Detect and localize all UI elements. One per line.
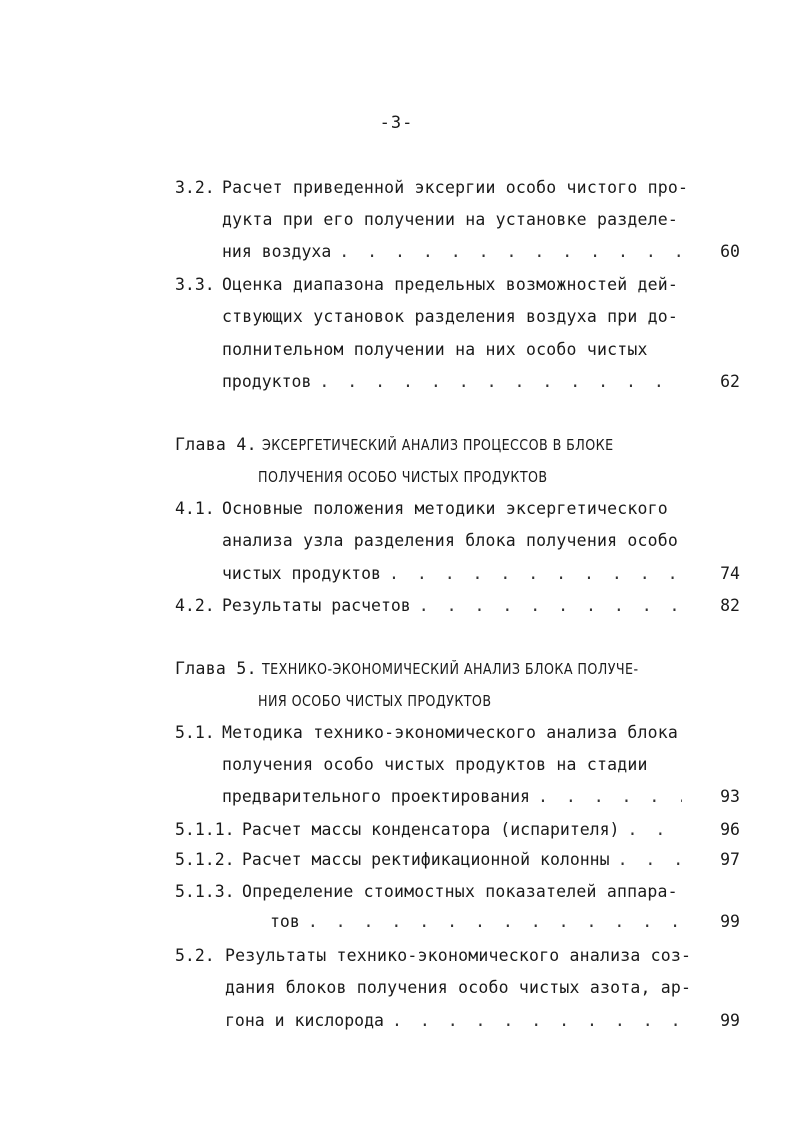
page-ref: 96	[720, 820, 740, 839]
toc-entry-line[interactable]	[222, 787, 690, 807]
leader-dots	[389, 564, 682, 584]
chapter-title: НИЯ ОСОБО ЧИСТЫХ ПРОДУКТОВ	[258, 692, 492, 710]
leader-dots	[419, 596, 682, 616]
toc-entry-title: продуктов	[222, 372, 312, 391]
section-number: 4.1.	[175, 499, 215, 518]
page-ref: 99	[720, 1011, 740, 1030]
chapter-heading[interactable]	[175, 658, 721, 679]
toc-entry-line[interactable]	[222, 596, 690, 616]
toc-entry-line[interactable]	[222, 372, 690, 392]
toc-entry-line[interactable]	[242, 820, 690, 840]
page-ref: 82	[720, 596, 740, 615]
page-number: -3-	[379, 113, 414, 133]
toc-line: Результаты технико-экономического анализа соз-	[225, 946, 692, 965]
page-ref: 74	[720, 564, 740, 583]
toc-line: Основные положения методики эксергетического	[222, 499, 668, 518]
page-ref: 93	[720, 787, 740, 806]
section-number: 5.1.	[175, 723, 215, 742]
page-ref: 60	[720, 242, 740, 261]
toc-line: полнительном получении на них особо чистых	[222, 340, 648, 359]
section-number: 3.2.	[175, 178, 215, 197]
toc-line: дания блоков получения особо чистых азота, ар-	[225, 978, 692, 997]
chapter-label: Глава 4.	[175, 435, 257, 454]
chapter-heading-cont	[258, 466, 611, 487]
toc-entry-line[interactable]	[222, 242, 690, 262]
toc-entry-line[interactable]	[222, 564, 690, 584]
toc-entry-title: Результаты расчетов	[222, 596, 411, 615]
toc-line: получения особо чистых продуктов на стадии	[222, 755, 648, 774]
toc-entry-title: гона и кислорода	[225, 1011, 384, 1030]
leader-dots	[628, 820, 683, 840]
section-number: 5.1.2.	[175, 850, 235, 869]
toc-entry-title: Расчет массы ректификационной колонны	[242, 850, 610, 869]
toc-line: Определение стоимостных показателей аппара-	[242, 882, 678, 901]
leader-dots	[618, 850, 682, 870]
chapter-title: ЭКСЕРГЕТИЧЕСКИЙ АНАЛИЗ ПРОЦЕССОВ В БЛОКЕ	[262, 436, 614, 454]
section-number: 4.2.	[175, 596, 215, 615]
leader-dots	[319, 372, 682, 392]
toc-entry-line[interactable]	[242, 850, 690, 870]
leader-dots	[392, 1011, 682, 1031]
leader-dots	[538, 787, 682, 807]
toc-line: ствующих установок разделения воздуха при до-	[222, 307, 679, 326]
page-ref: 99	[720, 912, 740, 931]
chapter-heading-cont	[258, 690, 543, 711]
toc-entry-title: чистых продуктов	[222, 564, 381, 583]
chapter-title: ПОЛУЧЕНИЯ ОСОБО ЧИСТЫХ ПРОДУКТОВ	[258, 468, 548, 486]
section-number: 5.1.3.	[175, 882, 235, 901]
page-ref: 62	[720, 372, 740, 391]
chapter-title: ТЕХНИКО-ЭКОНОМИЧЕСКИЙ АНАЛИЗ БЛОКА ПОЛУЧЕ-	[262, 660, 639, 678]
toc-entry-title: Расчет массы конденсатора (испарителя)	[242, 820, 620, 839]
toc-entry-line[interactable]	[225, 1011, 690, 1031]
toc-line: дукта при его получении на установке разделе-	[222, 210, 679, 229]
page-ref: 97	[720, 850, 740, 869]
toc-entry-title: ния воздуха	[222, 242, 332, 261]
section-number: 5.2.	[175, 946, 215, 965]
section-number: 3.3.	[175, 275, 215, 294]
toc-line: Расчет приведенной эксергии особо чистого про-	[222, 178, 689, 197]
leader-dots	[339, 242, 682, 262]
chapter-heading[interactable]	[175, 434, 691, 455]
toc-line: Методика технико-экономического анализа блока	[222, 723, 679, 742]
toc-line: анализа узла разделения блока получения особо	[222, 531, 679, 550]
toc-entry-title: тов	[270, 912, 300, 931]
toc-line: Оценка диапазона предельных возможностей дей-	[222, 275, 679, 294]
leader-dots	[308, 912, 682, 932]
chapter-label: Глава 5.	[175, 659, 257, 678]
toc-entry-line[interactable]	[270, 912, 690, 932]
toc-entry-title: предварительного проектирования	[222, 787, 530, 806]
section-number: 5.1.1.	[175, 820, 235, 839]
